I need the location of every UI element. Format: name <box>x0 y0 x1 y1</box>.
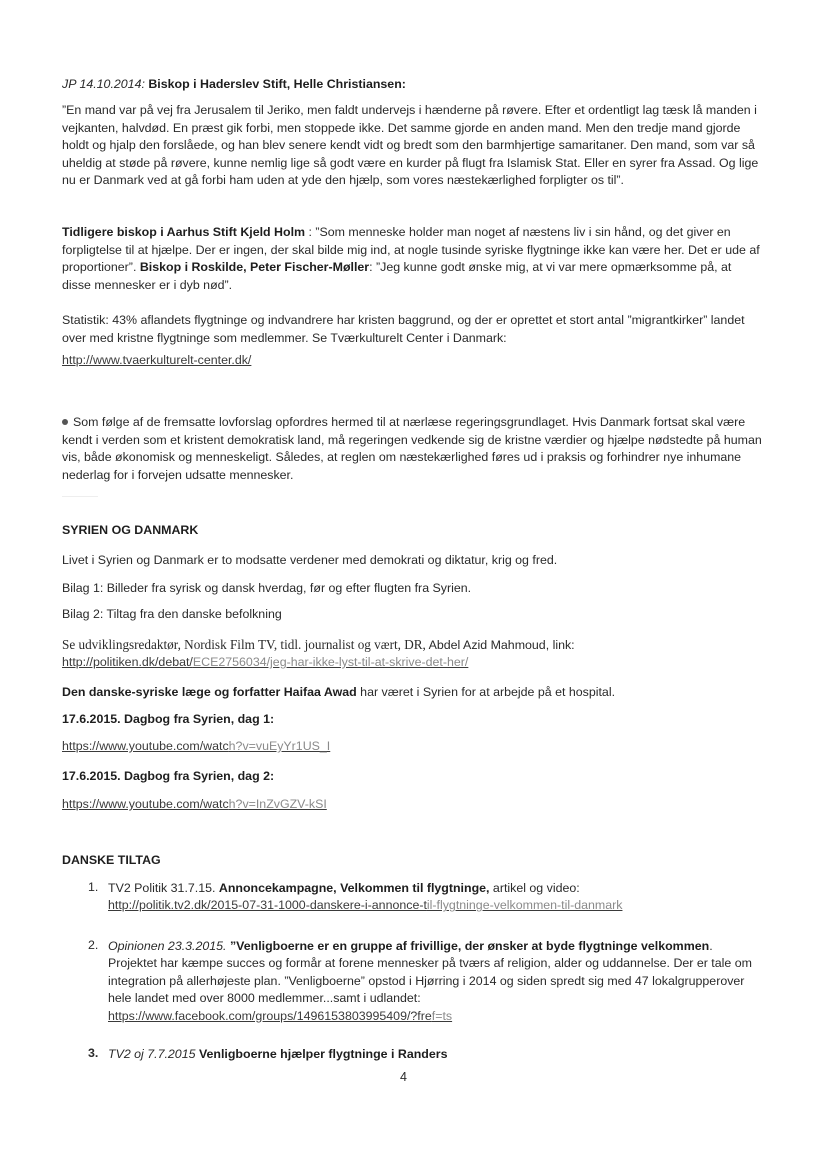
bullet-paragraph <box>62 414 762 484</box>
syrien-bilag1: Bilag 1: Billeder fra syrisk og dansk hverdag, før og efter flugten fra Syrien. <box>62 581 472 595</box>
quote2-text2: : ”Jeg kunne godt ønske mig, at vi var mere opmærksomme på, at disse mennesker er i dyb nød”. <box>62 260 732 292</box>
syrien-p4-serif: Se udviklingsredaktør, Nordisk Film TV, tidl. journalist og vært, DR, <box>62 637 426 652</box>
syrien-p5 <box>62 684 762 702</box>
quote2-text1: : ”Som menneske holder man noget af næstens liv i sin hånd, og det giver en forpligtelse til at hjælpe. Der er ingen, der skal bilde mig ind, at nogle tusinde syriske flygtninge ikke kan være her. Det er ude af proportioner”. <box>62 225 760 275</box>
page-number: 4 <box>400 1070 407 1084</box>
list-item-body <box>108 938 762 1025</box>
dagbog2-heading <box>62 768 762 786</box>
bullet-text: Som følge af de fremsatte lovforslag opfordres hermed til at nærlæse regeringsgrundlaget. Hvis Danmark fortsat skal være kendt i verden som et kristent demokratisk land, må regeringen vedkende sig de kristne værdier og hjælpe nødstedte på human vis, både økonomisk og menneskeligt. Således, at reglen om næstekærlighed føres ud i praksis og forhindrer nye inhumane nederlag for i forvejen udsatte mennesker. <box>62 415 762 482</box>
quote2-name1: Tidligere biskop i Aarhus Stift Kjeld Holm <box>62 225 306 239</box>
item1-pre: TV2 Politik 31.7.15. <box>108 881 219 895</box>
statistik-paragraph: Statistik: 43% aflandets flygtninge og indvandrere har kristen baggrund, og der er oprettet et stort antal ”migrantkirker” landet over med kristne flygtninge som medlemmer. Se Tværkulturelt Center i Danmark: <box>62 313 745 345</box>
politiken-link-line <box>62 654 762 672</box>
item1-post: artikel og video: <box>489 881 580 895</box>
dagbog1-link-line <box>62 738 762 756</box>
dagbog2-link-part2: h?v=InZvGZV-kSI <box>228 797 327 811</box>
politiken-link[interactable] <box>62 655 468 669</box>
syrien-p5-rest: har været i Syrien for at arbejde på et hospital. <box>356 685 616 699</box>
quote2-name2: Biskop i Roskilde, Peter Fischer-Møller <box>139 260 370 275</box>
item2-post: . Projektet har kæmpe succes og formår at forene mennesker på tværs af religion, alder og uddannelse. Der er tale om integration på allerhøjeste plan. ”Venligboerne” opstod i Hjørring i 2014 og siden spredt sig med 47 lokalgrupperover hele landet med over 8000 medlemmer...samt i udlandet: <box>108 939 752 1006</box>
statistik-link-line <box>62 352 762 370</box>
list-item-body <box>108 1046 762 1063</box>
section-heading-syrien: SYRIEN OG DANMARK <box>62 523 199 537</box>
item3-pre: TV2 oj 7.7.2015 <box>108 1047 199 1061</box>
quote1-source: JP 14.10.2014: <box>62 77 145 91</box>
syrien-p4-rest: Abdel Azid Mahmoud, link: <box>425 638 575 652</box>
dagbog1-title: 17.6.2015. Dagbog fra Syrien, dag 1: <box>62 712 275 726</box>
dagbog2-link-part1: https://www.youtube.com/watc <box>62 797 229 811</box>
tv2-link[interactable] <box>108 898 622 912</box>
divider <box>62 496 98 497</box>
dagbog1-link-part1: https://www.youtube.com/watc <box>62 739 229 753</box>
quote1-speaker: Biskop i Haderslev Stift, Helle Christiansen: <box>148 77 406 91</box>
syrien-p1: Livet i Syrien og Danmark er to modsatte verdener med demokrati og diktatur, krig og fred. <box>62 553 558 567</box>
quote2-paragraph <box>62 224 762 294</box>
politiken-link-part1: http://politiken.dk/debat/ <box>62 655 193 669</box>
syrien-p5-bold: Den danske-syriske læge og forfatter Haifaa Awad <box>62 685 357 699</box>
dagbog1-heading <box>62 711 762 729</box>
tvaerkulturelt-link[interactable]: http://www.tvaerkulturelt-center.dk/ <box>62 353 252 367</box>
politiken-link-part2: ECE2756034/jeg-har-ikke-lyst-til-at-skrive-det-her/ <box>192 655 469 669</box>
dagbog1-link-part2: h?v=vuEyYr1US_I <box>228 739 331 753</box>
facebook-link-part1: https://www.facebook.com/groups/1496153803995409/?fre <box>108 1008 432 1023</box>
item3-bold: Venligboerne hjælper flygtninge i Randers <box>198 1047 448 1061</box>
list-item-number: 2. <box>88 938 99 952</box>
quote1-heading <box>62 76 762 94</box>
dagbog2-title: 17.6.2015. Dagbog fra Syrien, dag 2: <box>62 769 275 783</box>
tv2-link-part2: il-flygtninge-velkommen-til-danmark <box>426 898 623 913</box>
facebook-link[interactable] <box>108 1009 452 1023</box>
syrien-bilag2: Bilag 2: Tiltag fra den danske befolkning <box>62 607 282 621</box>
tv2-link-part1: http://politik.tv2.dk/2015-07-31-1000-danskere-i-annonce-t <box>108 898 427 913</box>
item1-bold: Annoncekampagne, Velkommen til flygtninge, <box>218 881 490 895</box>
item2-pre: Opinionen 23.3.2015. <box>108 939 230 953</box>
list-item-body <box>108 880 762 915</box>
facebook-link-part2: f=ts <box>431 1008 453 1023</box>
list-item-number: 3. <box>88 1046 99 1060</box>
syrien-p4 <box>62 636 762 655</box>
dagbog2-link[interactable] <box>62 797 327 811</box>
item2-bold: ”Venligboerne er en gruppe af frivillige, der ønsker at byde flygtninge velkommen <box>229 939 710 953</box>
dagbog1-link[interactable] <box>62 739 330 753</box>
list-item-number: 1. <box>88 880 99 894</box>
dagbog2-link-line <box>62 796 762 814</box>
quote1-text: ”En mand var på vej fra Jerusalem til Jeriko, men faldt undervejs i hænderne på røvere. Efter et ordentligt lag tæsk lå manden i vejkanten, halvdød. En præst gik forbi, men stoppede ikke. Det samme gjorde en anden mand. Men den tredje mand gjorde holdt og hjalp den forslåede, og han blev senere kendt vidt og bredt som den barmhjertige samaritaner. Den mand, som var så uheldig at støde på røvere, kunne nemlig lige så godt være en kurder på flugt fra Islamisk Stat. Eller en syrer fra Assad. Og lige nu er Danmark ved at gå forbi ham uden at yde den hjælp, som vores næstekærlighed forpligter os til”. <box>62 103 759 188</box>
bullet-icon <box>62 419 68 425</box>
section-heading-danske: DANSKE TILTAG <box>62 853 161 867</box>
